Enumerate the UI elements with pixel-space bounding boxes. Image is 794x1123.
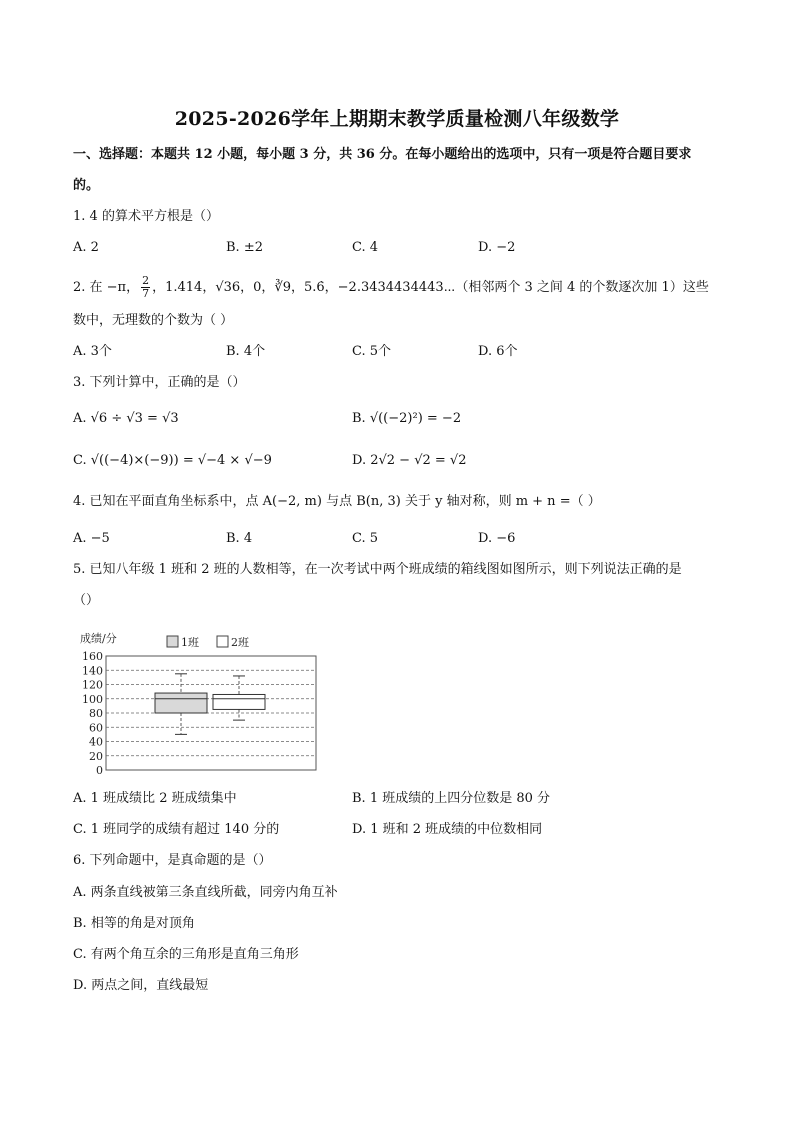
section-heading: 一、选择题：本题共 12 小题，每小题 3 分，共 36 分。在每小题给出的选项中，只有一项是符合题目要求 bbox=[73, 147, 692, 162]
question-2-stem-line2: 数中，无理数的个数为（ ） bbox=[73, 313, 234, 328]
q2-frac-den: 7 bbox=[142, 287, 150, 300]
q2-prefix: 2. 在 −π， bbox=[73, 280, 140, 295]
page-title: 2025-2026学年上期期末教学质量检测八年级数学 bbox=[174, 108, 620, 130]
q3-option-a: A. √6 ÷ √3 = √3 bbox=[73, 411, 179, 426]
legend-label: 1班 bbox=[181, 636, 199, 649]
q1-option-a: A. 2 bbox=[73, 240, 99, 255]
box-2 bbox=[213, 694, 265, 709]
q5-option-c: C. 1 班同学的成绩有超过 140 分的 bbox=[73, 822, 280, 837]
y-axis-label: 成绩/分 bbox=[80, 632, 117, 645]
q2-option-d: D. 6个 bbox=[478, 344, 518, 359]
q5-option-a: A. 1 班成绩比 2 班成绩集中 bbox=[73, 791, 237, 806]
q2-option-b: B. 4个 bbox=[226, 344, 266, 359]
y-tick-label: 160 bbox=[82, 650, 103, 663]
y-tick-label: 100 bbox=[82, 692, 103, 706]
q1-option-c: C. 4 bbox=[352, 240, 379, 255]
q6-option-c: C. 有两个角互余的三角形是直角三角形 bbox=[73, 947, 299, 962]
q6-option-b: B. 相等的角是对顶角 bbox=[73, 916, 195, 931]
boxplot-chart bbox=[70, 628, 330, 778]
q4-option-d: D. −6 bbox=[478, 531, 516, 546]
question-5-stem-line2: （） bbox=[73, 593, 100, 608]
box-1 bbox=[155, 693, 207, 713]
y-tick-label: 120 bbox=[82, 678, 103, 692]
q2-frac-num: 2 bbox=[142, 274, 150, 287]
question-3-stem: 3. 下列计算中，正确的是（） bbox=[73, 375, 246, 390]
q3-option-b: B. √((−2)²) = −2 bbox=[352, 411, 462, 426]
section-heading-cont: 的。 bbox=[73, 178, 100, 193]
question-4-stem: 4. 已知在平面直角坐标系中，点 A(−2, m) 与点 B(n, 3) 关于 y 轴对称，则 m + n =（ ） bbox=[73, 494, 601, 509]
q2-mid: ，1.414，√36，0，∛9，5.6̇，−2.3434434443⋯（相邻两个 3 之间 4 的个数逐次加 1）这些 bbox=[152, 280, 709, 295]
question-5-stem: 5. 已知八年级 1 班和 2 班的人数相等，在一次考试中两个班成绩的箱线图如图所示，则下列说法正确的是 bbox=[73, 562, 682, 577]
q4-option-b: B. 4 bbox=[226, 531, 253, 546]
legend-label: 2班 bbox=[231, 636, 249, 649]
q4-option-c: C. 5 bbox=[352, 531, 379, 546]
q5-option-b: B. 1 班成绩的上四分位数是 80 分 bbox=[352, 791, 551, 806]
boxplot-svg bbox=[70, 628, 330, 778]
q1-option-b: B. ±2 bbox=[226, 240, 263, 255]
question-2-stem bbox=[73, 275, 709, 300]
q2-fraction bbox=[141, 275, 150, 300]
y-tick-label: 0 bbox=[96, 764, 103, 777]
q3-option-d: D. 2√2 − √2 = √2 bbox=[352, 453, 467, 468]
q1-option-d: D. −2 bbox=[478, 240, 516, 255]
question-1-stem: 1. 4 的算术平方根是（） bbox=[73, 209, 219, 224]
q2-option-a: A. 3个 bbox=[73, 344, 112, 359]
y-tick-label: 140 bbox=[82, 664, 103, 678]
y-tick-label: 40 bbox=[89, 735, 103, 749]
q3-option-c: C. √((−4)×(−9)) = √−4 × √−9 bbox=[73, 453, 272, 468]
q6-option-d: D. 两点之间，直线最短 bbox=[73, 978, 209, 993]
y-tick-label: 60 bbox=[89, 721, 103, 735]
legend-swatch bbox=[167, 636, 178, 647]
q2-option-c: C. 5个 bbox=[352, 344, 392, 359]
question-6-stem: 6. 下列命题中，是真命题的是（） bbox=[73, 853, 272, 868]
y-tick-label: 80 bbox=[89, 707, 103, 720]
y-tick-label: 20 bbox=[89, 749, 103, 763]
legend-swatch bbox=[217, 636, 228, 647]
q5-option-d: D. 1 班和 2 班成绩的中位数相同 bbox=[352, 822, 543, 837]
q6-option-a: A. 两条直线被第三条直线所截，同旁内角互补 bbox=[73, 885, 338, 900]
q4-option-a: A. −5 bbox=[73, 531, 110, 546]
